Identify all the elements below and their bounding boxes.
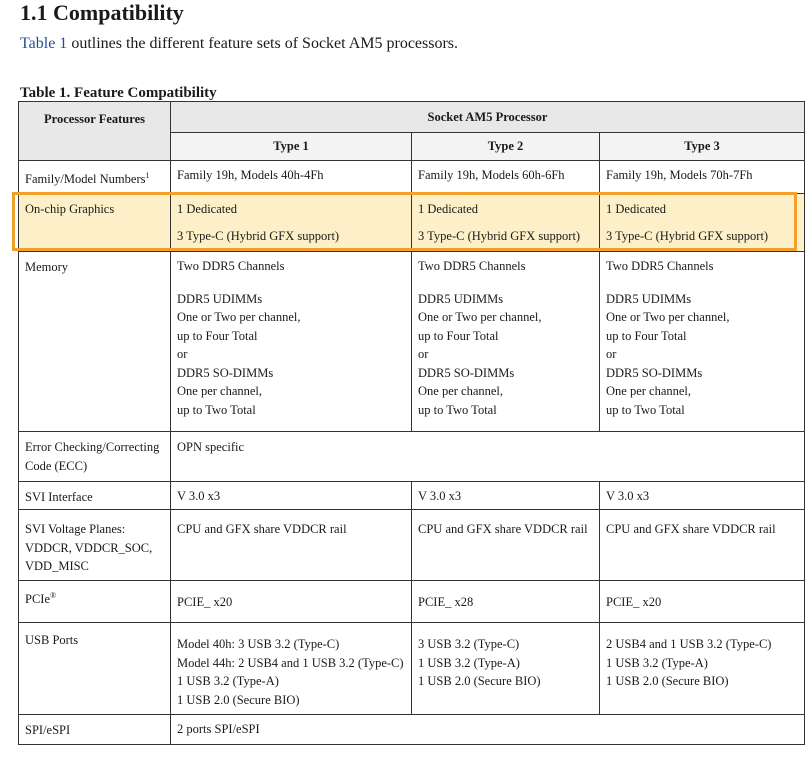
feature-compatibility-table [18,101,805,745]
memory-type-2: Two DDR5 Channels DDR5 UDIMMs One or Two per channel, up to Four Total or DDR5 SO-DIMMs One per channel, up to Two Total [412,252,600,432]
usb-type-3: 2 USB4 and 1 USB 3.2 (Type-C) 1 USB 3.2 (Type-A) 1 USB 2.0 (Secure BIO) [600,623,805,715]
intro-paragraph [20,34,458,54]
row-label-memory: Memory [19,252,171,432]
table-row-graphics [19,194,805,252]
spi-value: 2 ports SPI/eSPI [171,715,805,745]
section-title: 1.1 Compatibility [20,0,184,25]
table-row-ecc [19,432,805,482]
family-type-1: Family 19h, Models 40h-4Fh [171,161,412,194]
row-label-svi: SVI Interface [19,482,171,510]
family-type-3: Family 19h, Models 70h-7Fh [600,161,805,194]
table-caption: Table 1. Feature Compatibility [20,85,217,101]
table-row-pcie [19,581,805,623]
pcie-type-1: PCIE_ x20 [171,581,412,623]
table-header-row [19,102,805,133]
row-label-pcie: PCIe® [19,581,171,623]
family-type-2: Family 19h, Models 60h-6Fh [412,161,600,194]
header-type-2: Type 2 [412,133,600,161]
svi-planes-type-3: CPU and GFX share VDDCR rail [600,510,805,581]
header-type-1: Type 1 [171,133,412,161]
row-label-usb: USB Ports [19,623,171,715]
svi-planes-type-1: CPU and GFX share VDDCR rail [171,510,412,581]
svi-type-1: V 3.0 x3 [171,482,412,510]
memory-type-3: Two DDR5 Channels DDR5 UDIMMs One or Two per channel, up to Four Total or DDR5 SO-DIMMs One per channel, up to Two Total [600,252,805,432]
graphics-type-2: 1 Dedicated 3 Type-C (Hybrid GFX support) [412,194,600,252]
svi-type-2: V 3.0 x3 [412,482,600,510]
header-processor-features: Processor Features [19,102,171,161]
graphics-type-3: 1 Dedicated 3 Type-C (Hybrid GFX support) [600,194,805,252]
footnote-marker: 1 [145,171,150,180]
row-label-svi-planes: SVI Voltage Planes: VDDCR, VDDCR_SOC, VDD_MISC [19,510,171,581]
graphics-type-1: 1 Dedicated 3 Type-C (Hybrid GFX support) [171,194,412,252]
ecc-value: OPN specific [171,432,805,482]
table-row-family [19,161,805,194]
svi-planes-type-2: CPU and GFX share VDDCR rail [412,510,600,581]
row-label-family: Family/Model Numbers$^1$ [19,161,171,194]
table-link[interactable]: Table 1 [20,35,68,52]
intro-text: outlines the different feature sets of Socket AM5 processors. [67,35,459,52]
svi-type-3: V 3.0 x3 [600,482,805,510]
table-row-memory [19,252,805,432]
header-socket-am5: Socket AM5 Processor [171,102,805,133]
pcie-type-2: PCIE_ x28 [412,581,600,623]
header-type-3: Type 3 [600,133,805,161]
registered-mark: ® [50,591,57,600]
row-label-graphics: On-chip Graphics [19,194,171,252]
usb-type-2: 3 USB 3.2 (Type-C) 1 USB 3.2 (Type-A) 1 USB 2.0 (Secure BIO) [412,623,600,715]
table-row-svi [19,482,805,510]
table-row-spi [19,715,805,745]
table-row-usb [19,623,805,715]
row-label-spi: SPI/eSPI [19,715,171,745]
memory-type-1: Two DDR5 Channels DDR5 UDIMMs One or Two per channel, up to Four Total or DDR5 SO-DIMMs One per channel, up to Two Total [171,252,412,432]
pcie-type-3: PCIE_ x20 [600,581,805,623]
row-label-ecc: Error Checking/Correcting Code (ECC) [19,432,171,482]
usb-type-1: Model 40h: 3 USB 3.2 (Type-C) Model 44h: 2 USB4 and 1 USB 3.2 (Type-C) 1 USB 3.2 (Type-A) 1 USB 2.0 (Secure BIO) [171,623,412,715]
table-row-svi-planes [19,510,805,581]
